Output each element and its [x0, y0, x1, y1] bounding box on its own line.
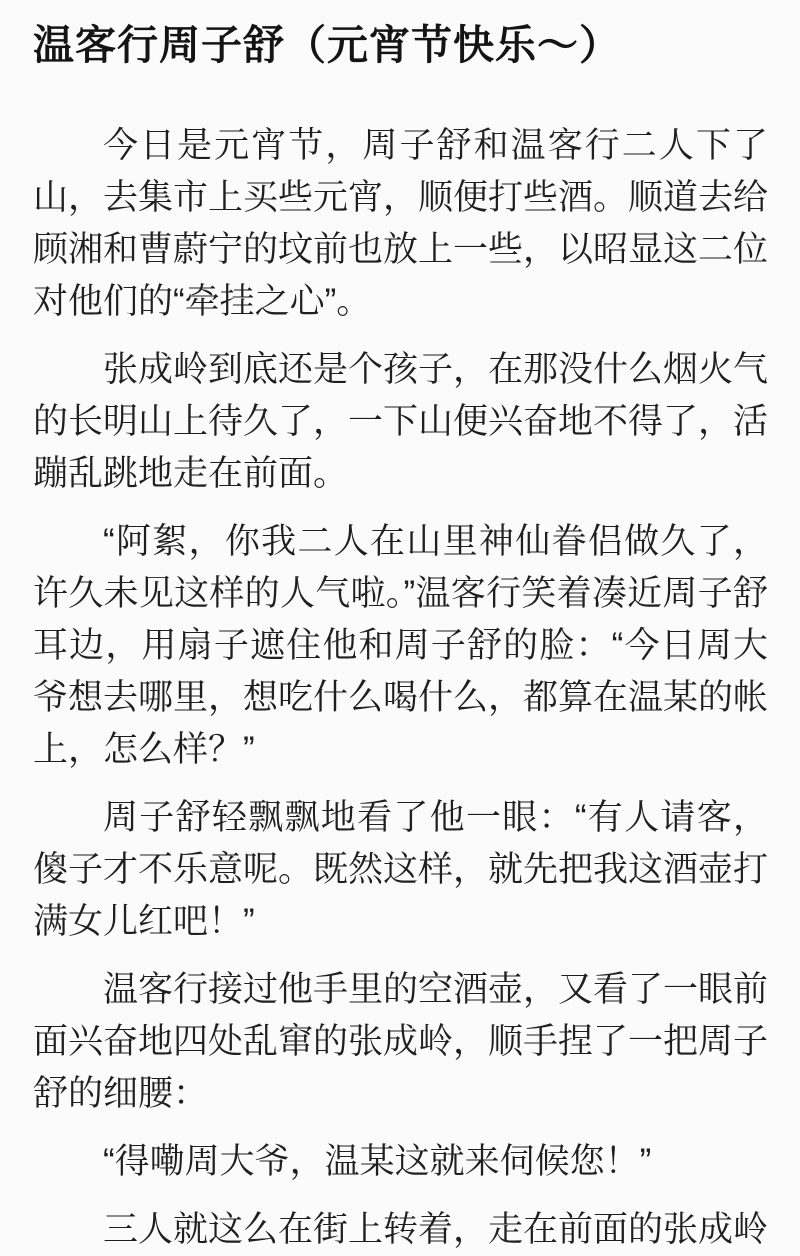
story-paragraph: 温客行接过他手里的空酒壶，又看了一眼前面兴奋地四处乱窜的张成岭，顺手捏了一把周子舒的细腰：	[33, 970, 769, 1113]
story-paragraph: 今日是元宵节，周子舒和温客行二人下了山，去集市上买些元宵，顺便打些酒。顺道去给顾湘和曹蔚宁的坟前也放上一些，以昭显这二位对他们的“牵挂之心”。	[33, 126, 769, 321]
story-paragraph: 三人就这么在街上转着，走在前面的张成岭	[103, 1210, 769, 1249]
story-paragraph: “得嘞周大爷，温某这就来伺候您！”	[103, 1142, 652, 1181]
story-paragraph: “阿絮，你我二人在山里神仙眷侣做久了，许久未见这样的人气啦。”温客行笑着凑近周子舒耳边，用扇子遮住他和周子舒的脸：“今日周大爷想去哪里，想吃什么喝什么，都算在温某的帐上，怎么样？”	[33, 522, 769, 769]
story-paragraph: 张成岭到底还是个孩子，在那没什么烟火气的长明山上待久了，一下山便兴奋地不得了，活蹦乱跳地走在前面。	[33, 350, 769, 493]
page-title: 温客行周子舒（元宵节快乐～）	[33, 22, 621, 68]
story-paragraph: 周子舒轻飘飘地看了他一眼：“有人请客，傻子才不乐意呢。既然这样，就先把我这酒壶打满女儿红吧！”	[33, 798, 769, 941]
story-body	[33, 120, 768, 1256]
